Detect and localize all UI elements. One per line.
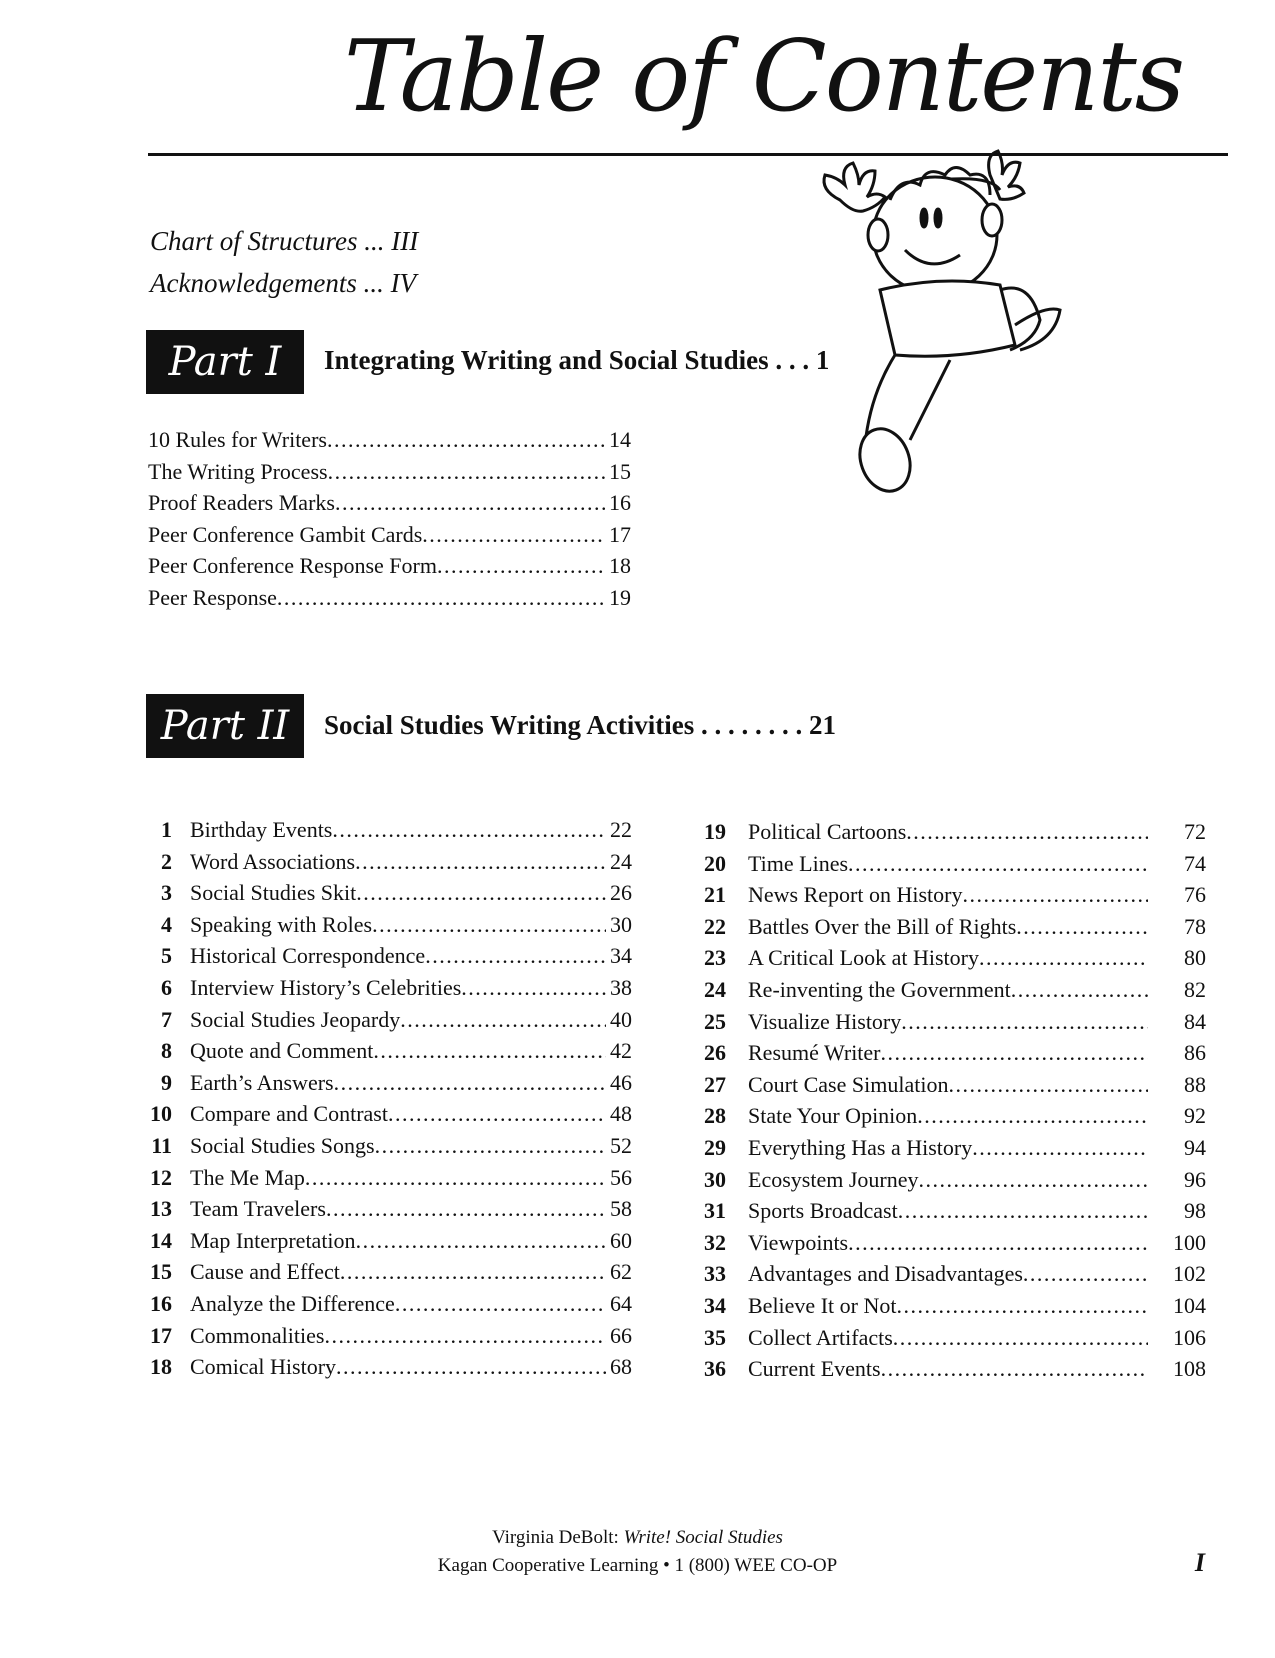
toc-entry-number: 10 [150, 1101, 172, 1127]
part-2-list-left [144, 814, 632, 1383]
toc-entry[interactable] [144, 877, 632, 909]
toc-entry-number: 22 [704, 913, 726, 939]
front-matter [150, 220, 418, 304]
dot-leader [1011, 974, 1148, 1006]
toc-entry-page: 40 [610, 1006, 632, 1032]
toc-entry[interactable] [144, 1193, 632, 1225]
part-1-list [148, 424, 631, 614]
dot-leader [848, 848, 1148, 880]
toc-entry-title: Earth’s Answers [190, 1069, 334, 1095]
toc-entry-title: Current Events [748, 1356, 881, 1382]
toc-entry-title: The Me Map [190, 1164, 305, 1190]
toc-entry-number: 2 [161, 848, 172, 874]
toc-entry-title: Ecosystem Journey [748, 1166, 919, 1192]
toc-entry[interactable] [144, 1288, 632, 1320]
toc-entry-title: Advantages and Disadvantages [748, 1261, 1023, 1287]
dot-leader [334, 1067, 606, 1099]
dot-leader [324, 1320, 606, 1352]
toc-entry-page: 94 [1184, 1134, 1206, 1160]
toc-entry-page: 106 [1173, 1324, 1206, 1350]
toc-entry-number: 6 [161, 974, 172, 1000]
toc-entry[interactable] [144, 846, 632, 878]
toc-entry[interactable] [698, 1164, 1206, 1196]
dot-leader [893, 1322, 1148, 1354]
toc-entry-title: Collect Artifacts [748, 1324, 893, 1350]
toc-entry-page: 84 [1184, 1008, 1206, 1034]
dot-leader [356, 1225, 606, 1257]
toc-entry-title: The Writing Process [148, 458, 328, 484]
toc-entry-number: 4 [161, 911, 172, 937]
part-1-heading[interactable]: Integrating Writing and Social Studies . . . 1 [324, 345, 830, 375]
toc-entry[interactable] [144, 940, 632, 972]
toc-entry-page: 68 [610, 1354, 632, 1380]
toc-entry-page: 34 [610, 943, 632, 969]
toc-entry-number: 3 [161, 880, 172, 906]
toc-entry[interactable] [698, 1132, 1206, 1164]
toc-entry-title: Peer Response [148, 584, 277, 610]
toc-entry[interactable] [144, 1004, 632, 1036]
toc-entry-number: 25 [704, 1008, 726, 1034]
toc-entry-page: 52 [610, 1132, 632, 1158]
toc-entry-title: Political Cartoons [748, 819, 907, 844]
toc-entry-title: 10 Rules for Writers [148, 427, 327, 452]
toc-entry[interactable] [698, 1353, 1206, 1385]
toc-entry-title: Court Case Simulation [748, 1071, 949, 1097]
toc-entry-title: Map Interpretation [190, 1227, 356, 1253]
toc-entry-number: 13 [150, 1196, 172, 1222]
toc-entry-page: 22 [610, 817, 632, 842]
toc-entry-page: 108 [1173, 1356, 1206, 1382]
toc-entry-number: 11 [151, 1132, 172, 1158]
toc-entry-number: 27 [704, 1071, 726, 1097]
toc-entry-page: 14 [609, 427, 631, 452]
toc-entry-page: 16 [609, 490, 631, 516]
toc-entry-title: Sports Broadcast [748, 1198, 898, 1224]
dot-leader [948, 1069, 1148, 1101]
dot-leader [896, 1290, 1148, 1322]
dot-leader [918, 1164, 1148, 1196]
toc-entry-page: 76 [1184, 882, 1206, 908]
dot-leader [437, 550, 605, 582]
toc-entry-page: 104 [1173, 1292, 1206, 1318]
dot-leader [962, 879, 1148, 911]
toc-entry-title: Peer Conference Response Form [148, 553, 437, 579]
toc-entry-title: Proof Readers Marks [148, 490, 335, 516]
toc-entry[interactable] [698, 1100, 1206, 1132]
toc-entry-title: Word Associations [190, 848, 356, 874]
toc-entry-page: 19 [609, 584, 631, 610]
toc-entry-page: 60 [610, 1227, 632, 1253]
dot-leader [355, 846, 606, 878]
toc-entry-page: 64 [610, 1290, 632, 1316]
dot-leader [356, 877, 606, 909]
dot-leader [898, 1195, 1148, 1227]
toc-entry-number: 18 [150, 1354, 172, 1380]
toc-entry-number: 14 [150, 1227, 172, 1253]
toc-entry-page: 24 [610, 848, 632, 874]
footer-author: Virginia DeBolt: [492, 1527, 624, 1548]
page-number: I [1194, 1548, 1205, 1577]
dot-leader [336, 1351, 606, 1383]
toc-entry-number: 26 [704, 1040, 726, 1066]
toc-entry[interactable] [698, 1195, 1206, 1227]
toc-entry-page: 66 [610, 1322, 632, 1348]
toc-entry-page: 58 [610, 1196, 632, 1222]
dot-leader [979, 942, 1148, 974]
dot-leader [373, 1035, 606, 1067]
toc-entry[interactable] [698, 1227, 1206, 1259]
toc-entry-title: State Your Opinion [748, 1103, 918, 1129]
toc-entry-number: 32 [704, 1229, 726, 1255]
toc-entry-number: 35 [704, 1324, 726, 1350]
dot-leader [305, 1162, 606, 1194]
toc-entry-title: Analyze the Difference [190, 1290, 395, 1316]
cheering-boy-icon [800, 140, 1100, 510]
toc-entry-page: 56 [610, 1164, 632, 1190]
toc-entry-page: 48 [610, 1101, 632, 1127]
toc-entry-number: 9 [161, 1069, 172, 1095]
toc-entry-title: Everything Has a History [748, 1134, 973, 1160]
dot-leader [972, 1132, 1148, 1164]
dot-leader [326, 1193, 606, 1225]
toc-entry[interactable] [144, 1098, 632, 1130]
toc-entry[interactable] [698, 816, 1206, 848]
toc-entry-title: Speaking with Roles [190, 911, 373, 937]
toc-entry-title: Social Studies Jeopardy [190, 1006, 401, 1032]
toc-entry-number: 12 [150, 1164, 172, 1190]
toc-entry-page: 78 [1184, 913, 1206, 939]
toc-entry-number: 20 [704, 850, 726, 876]
toc-entry-page: 102 [1173, 1261, 1206, 1287]
toc-entry-number: 5 [161, 943, 172, 969]
part-1-badge: Part I [146, 330, 304, 394]
toc-entry[interactable] [698, 942, 1206, 974]
toc-entry-number: 28 [704, 1103, 726, 1129]
toc-entry-page: 17 [609, 521, 631, 547]
toc-entry-title: Historical Correspondence [190, 943, 426, 969]
toc-entry-title: Re-inventing the Government [748, 976, 1011, 1002]
front-matter-chart-of-structures[interactable]: Chart of Structures ... III [150, 226, 419, 256]
toc-entry-page: 92 [1184, 1103, 1206, 1129]
toc-entry-title: Visualize History [748, 1008, 902, 1034]
toc-entry-title: Commonalities [190, 1322, 325, 1348]
dot-leader [395, 1288, 606, 1320]
toc-entry-page: 86 [1184, 1040, 1206, 1066]
dot-leader [901, 1006, 1148, 1038]
toc-entry-title: Resumé Writer [748, 1040, 881, 1066]
toc-entry-page: 18 [609, 553, 631, 579]
toc-entry[interactable] [698, 879, 1206, 911]
toc-entry[interactable] [144, 1130, 632, 1162]
toc-entry-page: 98 [1184, 1198, 1206, 1224]
toc-entry-title: Interview History’s Celebrities [190, 974, 462, 1000]
front-matter-acknowledgements[interactable]: Acknowledgements ... IV [150, 268, 417, 298]
toc-entry-page: 26 [610, 880, 632, 906]
toc-entry[interactable] [144, 1351, 632, 1383]
toc-entry[interactable] [698, 1006, 1206, 1038]
dot-leader [388, 1098, 606, 1130]
toc-entry-page: 62 [610, 1259, 632, 1285]
toc-entry-number: 1 [161, 817, 172, 842]
dot-leader [881, 1037, 1148, 1069]
toc-entry-number: 15 [150, 1259, 172, 1285]
toc-entry-page: 38 [610, 974, 632, 1000]
toc-entry-title: Believe It or Not [748, 1292, 897, 1318]
part-2-badge: Part II [146, 694, 304, 758]
toc-entry[interactable] [698, 1037, 1206, 1069]
dot-leader [400, 1004, 606, 1036]
toc-entry[interactable] [698, 1290, 1206, 1322]
toc-entry[interactable] [144, 1035, 632, 1067]
footer-book-title: Write! Social Studies [623, 1527, 783, 1548]
toc-entry-number: 17 [150, 1322, 172, 1348]
toc-entry-number: 29 [704, 1134, 726, 1160]
dot-leader [328, 456, 605, 488]
toc-entry-title: Viewpoints [748, 1229, 849, 1255]
dot-leader [881, 1353, 1148, 1385]
dot-leader [906, 816, 1148, 848]
dot-leader [848, 1227, 1148, 1259]
toc-entry-page: 15 [609, 458, 631, 484]
dot-leader [425, 940, 606, 972]
dot-leader [917, 1100, 1148, 1132]
toc-entry-title: News Report on History [748, 882, 963, 908]
toc-entry-number: 30 [704, 1166, 726, 1192]
dot-leader [422, 519, 605, 551]
toc-entry-title: Battles Over the Bill of Rights [748, 913, 1017, 939]
toc-entry[interactable] [698, 1069, 1206, 1101]
toc-entry-number: 24 [704, 976, 726, 1002]
toc-entry-title: Cause and Effect [190, 1259, 340, 1285]
dot-leader [327, 424, 605, 456]
toc-entry-page: 30 [610, 911, 632, 937]
toc-entry-number: 34 [704, 1292, 726, 1318]
footer [0, 1524, 1275, 1580]
toc-entry-title: Birthday Events [190, 817, 333, 842]
toc-entry[interactable] [144, 1162, 632, 1194]
toc-entry-title: Compare and Contrast [190, 1101, 388, 1127]
footer-publisher: Kagan Cooperative Learning • 1 (800) WEE CO-OP [437, 1555, 838, 1576]
toc-entry[interactable] [144, 1225, 632, 1257]
page-title: Table of Contents [343, 20, 1183, 134]
toc-entry-page: 82 [1184, 976, 1206, 1002]
toc-entry[interactable] [144, 1256, 632, 1288]
toc-entry-page: 100 [1173, 1229, 1206, 1255]
part-2-heading[interactable]: Social Studies Writing Activities . . . . . . . . 21 [324, 710, 837, 740]
toc-entry-number: 36 [704, 1356, 726, 1382]
toc-entry-number: 16 [150, 1290, 172, 1316]
toc-entry[interactable] [148, 519, 631, 551]
toc-entry-number: 33 [704, 1261, 726, 1287]
toc-entry-page: 42 [610, 1038, 632, 1064]
toc-entry-page: 96 [1184, 1166, 1206, 1192]
toc-entry[interactable] [144, 1067, 632, 1099]
dot-leader [335, 487, 605, 519]
toc-entry-page: 74 [1184, 850, 1206, 876]
toc-entry[interactable] [698, 911, 1206, 943]
toc-entry[interactable] [148, 456, 631, 488]
toc-entry-page: 80 [1184, 945, 1206, 971]
toc-entry-title: Team Travelers [190, 1196, 326, 1222]
dot-leader [372, 909, 606, 941]
toc-entry-page: 88 [1184, 1071, 1206, 1097]
toc-entry-title: Comical History [190, 1354, 337, 1380]
toc-entry-number: 8 [161, 1038, 172, 1064]
toc-entry[interactable] [698, 1258, 1206, 1290]
toc-entry-number: 19 [704, 819, 726, 844]
toc-entry[interactable] [148, 487, 631, 519]
toc-entry-title: Social Studies Skit [190, 880, 357, 906]
toc-entry-number: 23 [704, 945, 726, 971]
dot-leader [375, 1130, 606, 1162]
toc-entry[interactable] [698, 974, 1206, 1006]
toc-entry-title: Time Lines [748, 850, 849, 876]
toc-entry-title: Peer Conference Gambit Cards [148, 521, 423, 547]
toc-entry[interactable] [144, 972, 632, 1004]
dot-leader [1023, 1258, 1148, 1290]
toc-entry[interactable] [144, 909, 632, 941]
toc-entry-page: 72 [1184, 819, 1206, 844]
part-2-list-right [698, 816, 1206, 1385]
dot-leader [1016, 911, 1148, 943]
toc-entry[interactable] [148, 424, 631, 456]
dot-leader [461, 972, 606, 1004]
toc-entry[interactable] [148, 550, 631, 582]
dot-leader [332, 814, 606, 846]
toc-entry[interactable] [698, 1322, 1206, 1354]
toc-entry-number: 21 [704, 882, 726, 908]
toc-entry[interactable] [148, 582, 631, 614]
toc-entry[interactable] [144, 814, 632, 846]
toc-entry-number: 7 [161, 1006, 172, 1032]
toc-entry-title: Quote and Comment [190, 1038, 374, 1064]
dot-leader [340, 1256, 606, 1288]
toc-entry-title: A Critical Look at History [748, 945, 979, 971]
toc-entry-number: 31 [704, 1198, 726, 1224]
toc-entry-page: 46 [610, 1069, 632, 1095]
dot-leader [277, 582, 605, 614]
toc-entry[interactable] [698, 848, 1206, 880]
toc-entry-title: Social Studies Songs [190, 1132, 375, 1158]
toc-entry[interactable] [144, 1320, 632, 1352]
